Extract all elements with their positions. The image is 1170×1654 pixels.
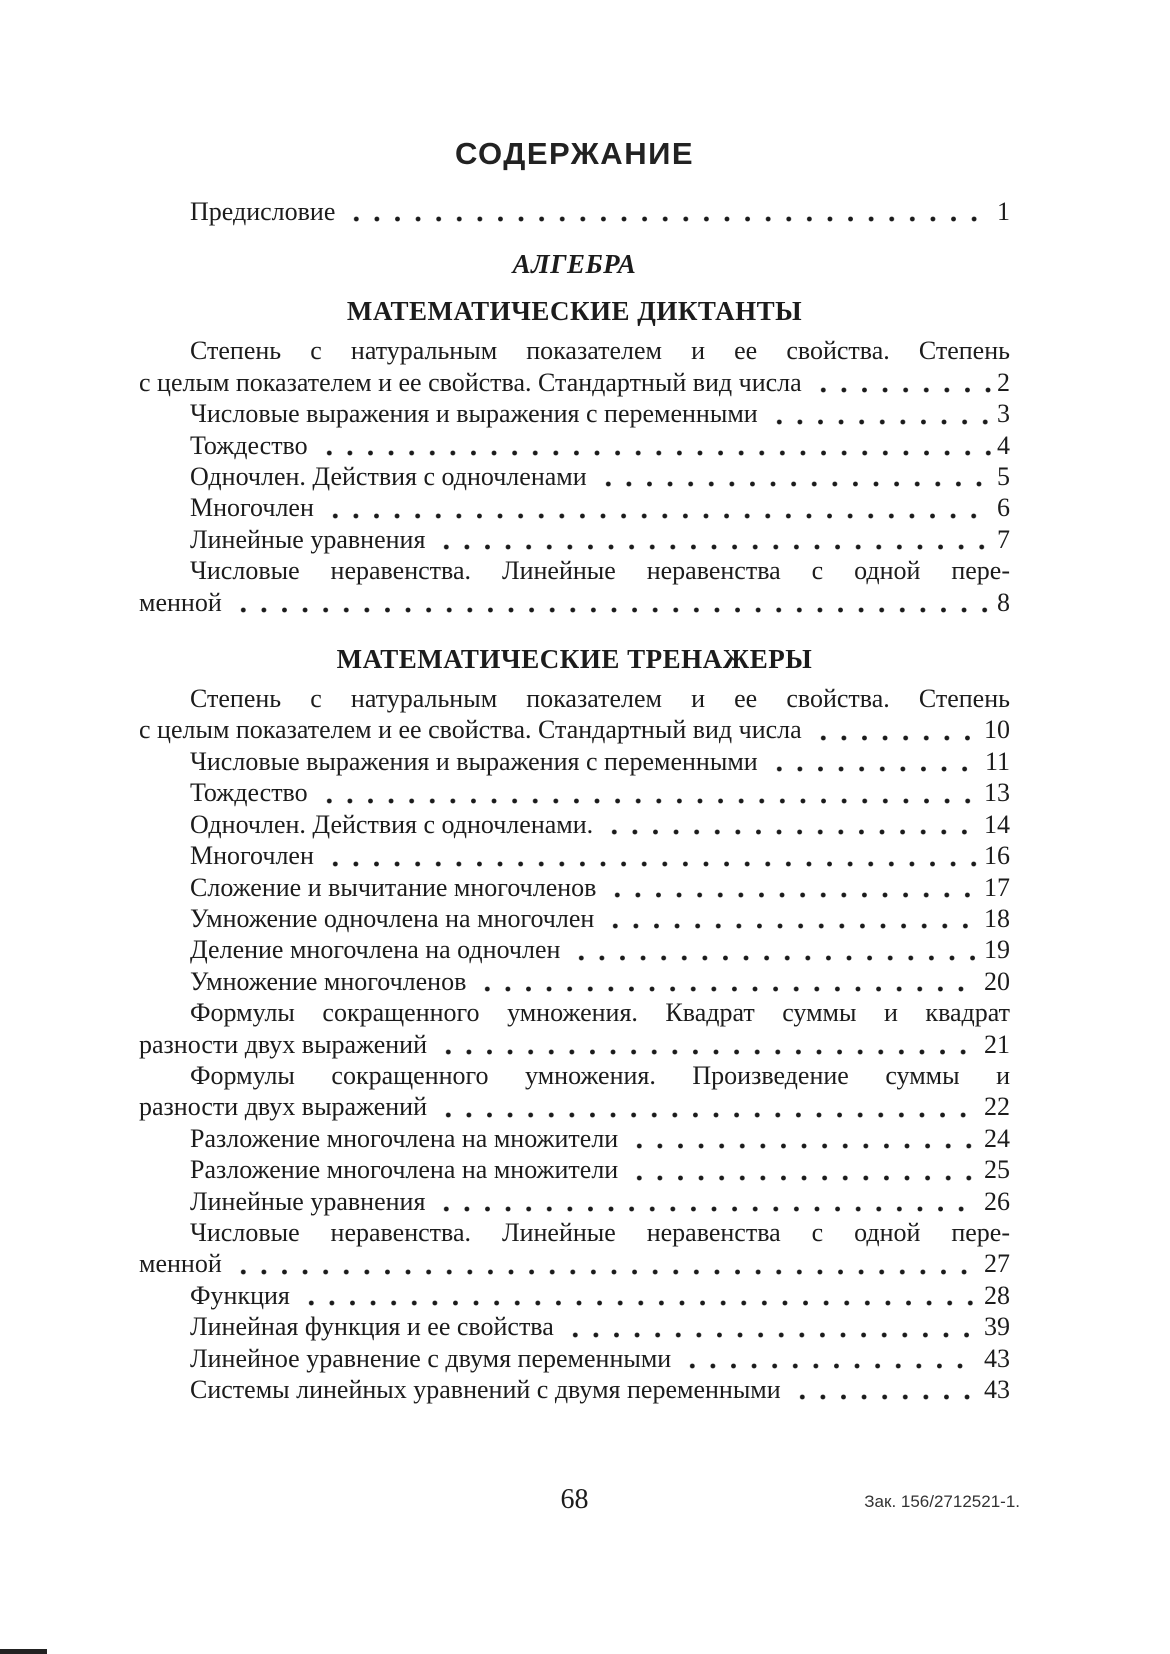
dot-leader: [434, 524, 991, 555]
toc-entry-text: Системы линейных уравнений с двумя переменными: [190, 1375, 781, 1404]
toc-entry-row: [139, 714, 1010, 745]
page-number: 43: [984, 1343, 1010, 1373]
toc-entry-text: Числовые выражения и выражения с переменными: [190, 746, 758, 776]
dot-leader: [434, 1186, 978, 1217]
toc-entry: [139, 398, 1010, 429]
toc-entry: [139, 524, 1010, 555]
page-number: 10: [984, 715, 1010, 745]
toc-entry: [139, 1217, 1010, 1280]
page-number: 3: [997, 399, 1010, 429]
preface-row: [139, 196, 1010, 227]
toc-entry-row: [139, 777, 1010, 808]
toc-section: [139, 295, 1010, 618]
toc-entry-row: [139, 461, 1010, 492]
toc-entry-row: [139, 587, 1010, 618]
toc-entry: [139, 555, 1010, 618]
toc-entry: [139, 809, 1010, 840]
toc-entry-row: [139, 398, 1010, 429]
page-number: 5: [997, 462, 1010, 492]
toc-entry-row: [139, 872, 1010, 903]
page-number: 28: [984, 1280, 1010, 1310]
toc-entry: [139, 903, 1010, 934]
page-number: 18: [984, 903, 1010, 933]
dot-leader: [605, 872, 978, 903]
toc-entry: [139, 1060, 1010, 1123]
page-number: 8: [997, 587, 1010, 617]
dot-leader: [811, 367, 991, 398]
toc-entry: [139, 1343, 1010, 1374]
toc-entry: [139, 1123, 1010, 1154]
dot-leader: [602, 809, 978, 840]
dot-leader: [563, 1311, 978, 1342]
toc-entry-row: [139, 1186, 1010, 1217]
toc-entry-row: [139, 934, 1010, 965]
toc-entry-text: Линейное уравнение с двумя переменными: [190, 1343, 672, 1373]
footer-page-number: 68: [560, 1484, 589, 1515]
toc-entry-text: разности двух выражений: [139, 1092, 427, 1122]
toc-entry-text: Одночлен. Действия с одночленами.: [190, 809, 594, 839]
dot-leader: [603, 903, 978, 934]
toc-entry: [139, 492, 1010, 523]
toc-entry-list: [139, 335, 1010, 618]
dot-leader: [767, 398, 991, 429]
page-number: 20: [984, 966, 1010, 996]
page-number: 24: [984, 1123, 1010, 1153]
toc-entry-text: Многочлен: [190, 841, 314, 871]
toc-entry-text: разности двух выражений: [139, 1029, 427, 1059]
toc-entry-row: [139, 492, 1010, 523]
toc-entry-text: Сложение и вычитание многочленов: [190, 872, 597, 902]
toc-entry-text: Числовые выражения и выражения с переменными: [190, 399, 758, 429]
toc-entry-text: Деление многочлена на одночлен: [190, 935, 561, 965]
dot-leader: [323, 840, 978, 871]
toc-entry-row: [139, 430, 1010, 461]
dot-leader: [436, 1029, 978, 1060]
toc-entry-row: [139, 1280, 1010, 1311]
page-number: 17: [984, 872, 1010, 902]
page-number: 11: [984, 746, 1010, 776]
page-number: 22: [984, 1092, 1010, 1122]
toc-entry-row: [139, 1091, 1010, 1122]
imprint-text: Зак. 156/2712521-1.: [864, 1492, 1020, 1511]
toc-entry-row: [139, 1123, 1010, 1154]
toc-entry-text: Многочлен: [190, 493, 314, 523]
dot-leader: [317, 777, 978, 808]
toc-entry-row: [139, 1029, 1010, 1060]
toc-entry: [139, 1154, 1010, 1185]
toc-entry: [139, 461, 1010, 492]
page-number: 39: [984, 1312, 1010, 1342]
dot-leader: [627, 1123, 978, 1154]
dot-leader: [767, 746, 979, 777]
toc-entry-list: [139, 683, 1010, 1405]
toc-entry: [139, 746, 1010, 777]
page-number: 27: [984, 1249, 1010, 1279]
dot-leader: [680, 1343, 978, 1374]
toc-entry: [139, 335, 1010, 398]
dot-leader: [436, 1091, 978, 1122]
dot-leader: [344, 196, 991, 227]
toc-entry-text: Функция: [190, 1280, 290, 1310]
page-number: 19: [984, 935, 1010, 965]
toc-entry-text: Разложение многочлена на множители: [190, 1123, 619, 1153]
toc-section: [139, 643, 1010, 1405]
page-title: СОДЕРЖАНИЕ: [454, 136, 695, 171]
toc-entry-line: Числовые неравенства. Линейные неравенства с одной пере-: [190, 1217, 1010, 1247]
toc-entry-line: Степень с натуральным показателем и ее свойства. Степень: [190, 684, 1010, 714]
toc-entry-text: с целым показателем и ее свойства. Стандартный вид числа: [139, 715, 802, 745]
toc-entry: [139, 840, 1010, 871]
toc-entry-row: [139, 1311, 1010, 1342]
part-heading: АЛГЕБРА: [512, 249, 637, 280]
toc-entry: [139, 934, 1010, 965]
toc-entry-text: Умножение одночлена на многочлен: [190, 903, 595, 933]
page-number: 7: [997, 524, 1010, 554]
preface-page-number: 1: [997, 197, 1010, 226]
toc-entry: [139, 872, 1010, 903]
page-number: 4: [997, 430, 1010, 460]
toc-entry-row: [139, 966, 1010, 997]
toc-entry-line: Числовые неравенства. Линейные неравенства с одной пере-: [190, 556, 1010, 586]
dot-leader: [317, 430, 991, 461]
page-number: 25: [984, 1155, 1010, 1185]
toc-entry: [139, 1311, 1010, 1342]
toc-entry-line: Степень с натуральным показателем и ее свойства. Степень: [190, 336, 1010, 366]
toc-entry-text: с целым показателем и ее свойства. Стандартный вид числа: [139, 367, 802, 397]
toc-entry-text: Линейная функция и ее свойства: [190, 1312, 554, 1342]
toc-entry-text: менной: [139, 587, 222, 617]
toc-entry-row: [139, 903, 1010, 934]
toc-entry-row: [139, 1154, 1010, 1185]
toc-entry-text: Умножение многочленов: [190, 966, 467, 996]
toc-entry: [139, 997, 1010, 1060]
toc-entry-row: [139, 524, 1010, 555]
dot-leader: [596, 461, 991, 492]
toc-entry-row: [139, 809, 1010, 840]
toc-entry-row: [139, 746, 1010, 777]
dot-leader: [323, 492, 991, 523]
toc-entry-text: Линейные уравнения: [190, 524, 426, 554]
toc-entry-text: Тождество: [190, 778, 308, 808]
dot-leader: [231, 587, 991, 618]
page-number: 26: [984, 1186, 1010, 1216]
section-heading: МАТЕМАТИЧЕСКИЕ ТРЕНАЖЕРЫ: [336, 644, 813, 675]
dot-leader: [790, 1374, 978, 1405]
dot-leader: [299, 1280, 978, 1311]
page-number: 43: [984, 1375, 1010, 1404]
page-number: 13: [984, 778, 1010, 808]
section-heading: МАТЕМАТИЧЕСКИЕ ДИКТАНТЫ: [346, 296, 803, 327]
toc-entry-text: менной: [139, 1249, 222, 1279]
toc-entry: [139, 683, 1010, 746]
toc-entry-text: Линейные уравнения: [190, 1186, 426, 1216]
toc-entry-row: [139, 1248, 1010, 1279]
toc-entry-row: [139, 840, 1010, 871]
toc-entry-text: Тождество: [190, 430, 308, 460]
toc-entry-row: [139, 1343, 1010, 1374]
toc-entry-row: [139, 1374, 1010, 1405]
toc-entry: [139, 430, 1010, 461]
dot-leader: [475, 966, 978, 997]
toc-entry-line: Формулы сокращенного умножения. Квадрат суммы и квадрат: [190, 998, 1010, 1028]
page-number: 6: [997, 493, 1010, 523]
toc-entry-line: Формулы сокращенного умножения. Произведение суммы и: [190, 1060, 1010, 1090]
page-number: 2: [997, 367, 1010, 397]
preface-label: Предисловие: [190, 197, 336, 226]
dot-leader: [811, 714, 978, 745]
dot-leader: [627, 1154, 978, 1185]
toc-entry-text: Разложение многочлена на множители: [190, 1155, 619, 1185]
dot-leader: [569, 934, 978, 965]
toc-entry-row: [139, 367, 1010, 398]
bottom-left-scan-mark: [0, 1649, 47, 1654]
toc-entry: [139, 1280, 1010, 1311]
toc-entry: [139, 777, 1010, 808]
toc-entry: [139, 1374, 1010, 1405]
toc-entry: [139, 966, 1010, 997]
toc-entry-text: Одночлен. Действия с одночленами: [190, 462, 587, 492]
page-number: 21: [984, 1029, 1010, 1059]
page-number: 16: [984, 841, 1010, 871]
page-number: 14: [984, 809, 1010, 839]
toc-sections: [139, 295, 1010, 1405]
toc-content: [139, 0, 1010, 1405]
dot-leader: [231, 1248, 978, 1279]
toc-entry: [139, 1186, 1010, 1217]
